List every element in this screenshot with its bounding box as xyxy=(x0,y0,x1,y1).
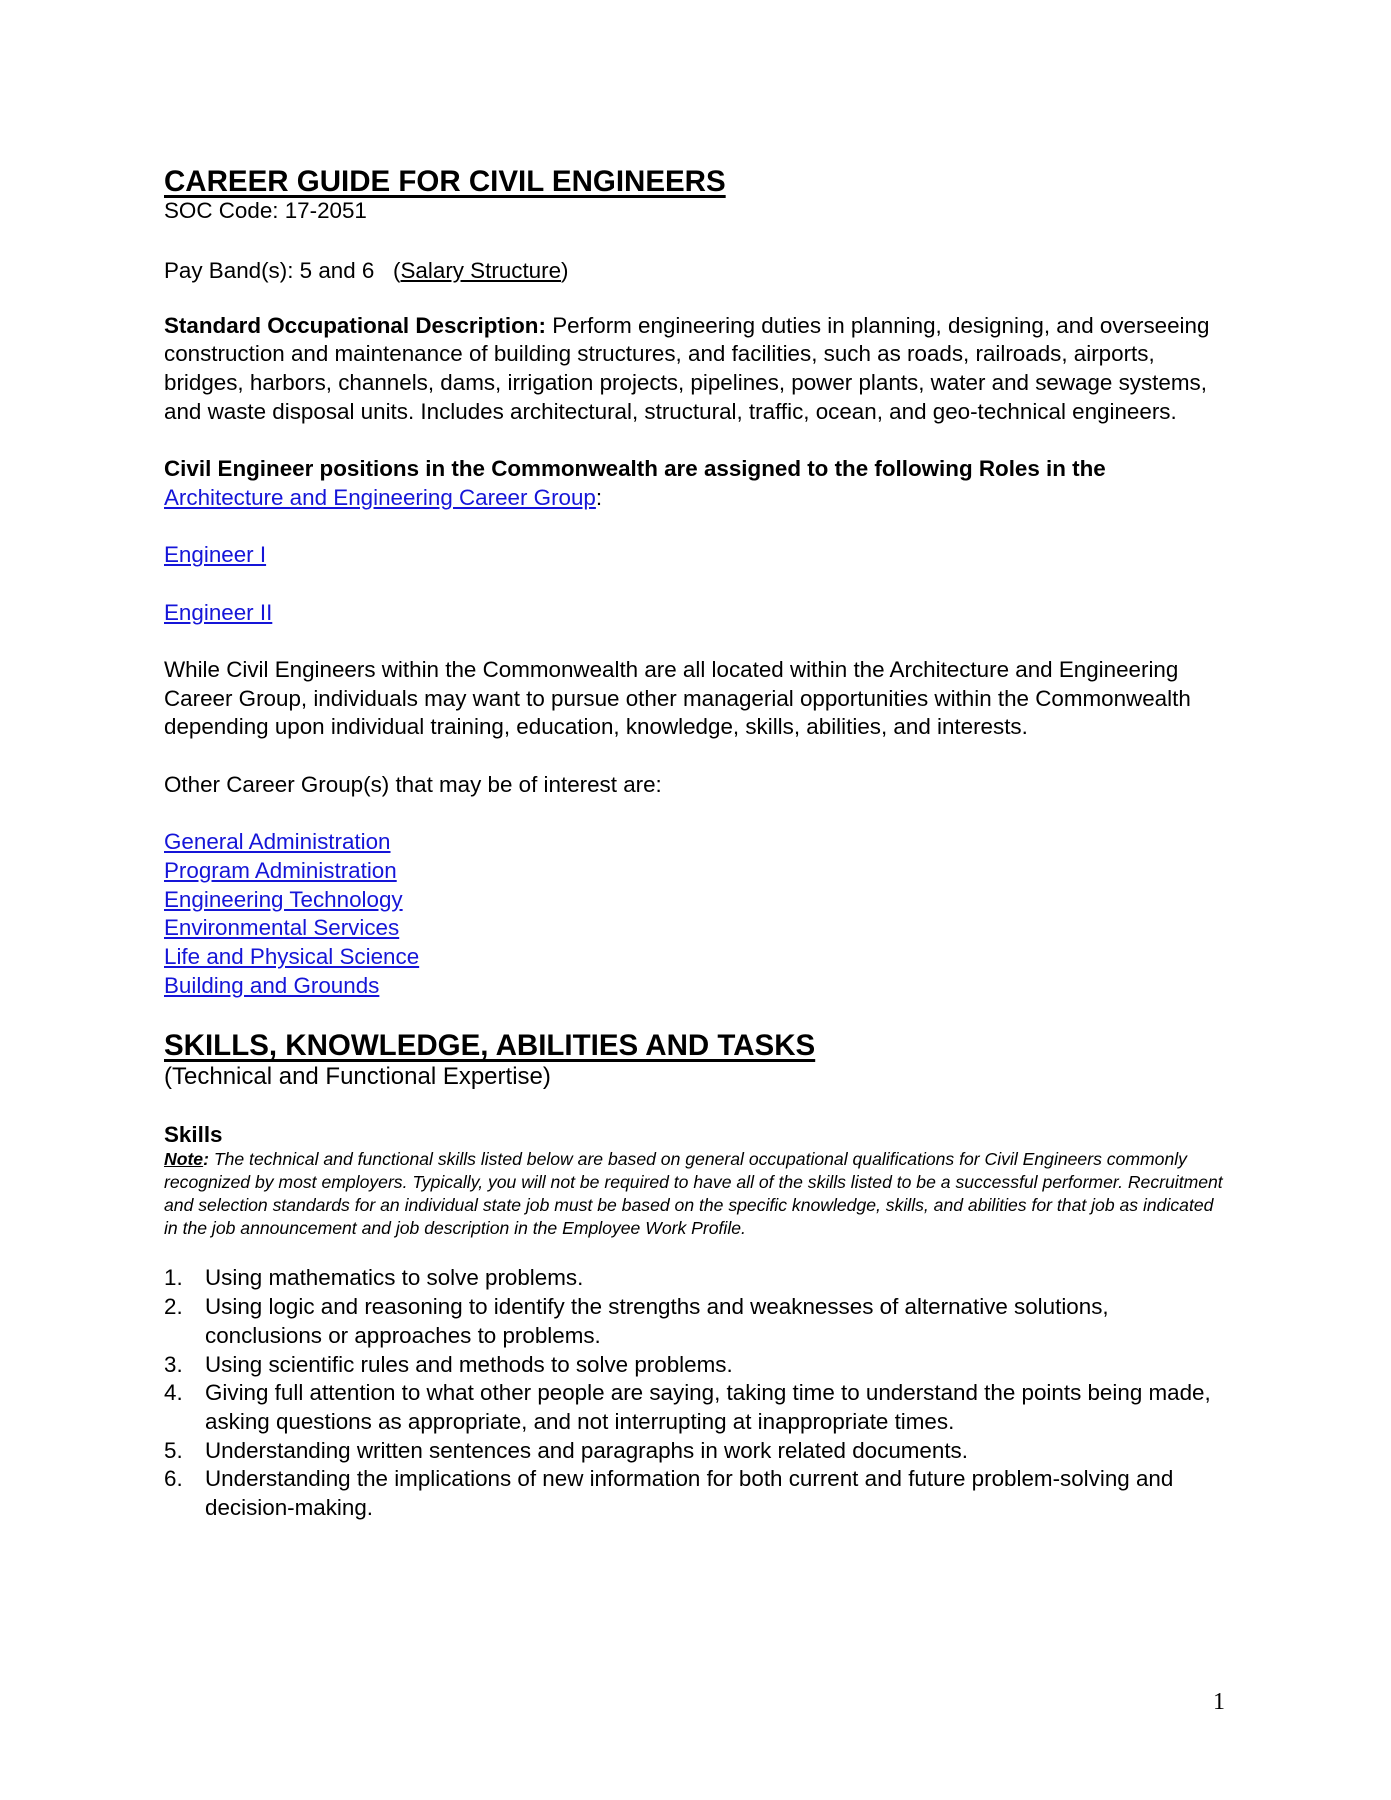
soc-code: SOC Code: 17-2051 xyxy=(164,198,367,223)
pay-band-label: Pay Band(s): 5 and 6 xyxy=(164,258,375,283)
spacer xyxy=(164,1240,1224,1264)
list-number: 5. xyxy=(164,1437,183,1463)
group-link-general-administration[interactable]: General Administration xyxy=(164,829,391,855)
description-text: Perform engineering duties in planning, designing, and overseeing construction and maintenance of building structures, and facilities, such as roads, railroads, airports, bridges, harbors, channels, dams, irrigation projects, pipelines, power plants, water and sewage systems, and waste disposal units. Includes architectural, structural, traffic, ocean, and geo-technical engineers. xyxy=(164,312,1210,424)
group-link-life-physical-science[interactable]: Life and Physical Science xyxy=(164,944,420,970)
list-number: 2. xyxy=(164,1294,183,1320)
career-group-link[interactable]: Architecture and Engineering Career Group xyxy=(164,484,596,510)
other-opportunities-paragraph: While Civil Engineers within the Commonwealth are all located within the Architecture and Engineering Career Group, individuals may want to pursue other managerial opportunities within the Commonwealth depending upon individual training, education, knowledge, skills, abilities, and interests. xyxy=(164,657,1191,740)
role-item xyxy=(164,599,1224,628)
list-item xyxy=(164,1293,1224,1350)
list-item xyxy=(164,1264,1224,1293)
list-text: Understanding written sentences and paragraphs in work related documents. xyxy=(205,1437,968,1463)
other-groups-list xyxy=(164,828,1224,1000)
list-number: 1. xyxy=(164,1265,183,1291)
roles-intro-colon: : xyxy=(595,484,603,510)
note-text: The technical and functional skills listed below are based on general occupational qualifications for Civil Engineers commonly recognized by most employers. Typically, you will not be required to have all of the skills listed to be a successful performer. Recruitment and selection standards for an individual state job must be based on the specific knowledge, skills, and abilities for that job as indicated in the job announcement and job description in the Employee Work Profile. xyxy=(164,1149,1223,1239)
list-text: Giving full attention to what other people are saying, taking time to understand the points being made, asking questions as appropriate, and not interrupting at inappropriate times. xyxy=(205,1380,1211,1434)
spacer xyxy=(164,286,1224,312)
other-groups-intro: Other Career Group(s) that may be of interest are: xyxy=(164,771,662,797)
ksa-subtitle: (Technical and Functional Expertise) xyxy=(164,1063,551,1091)
spacer xyxy=(164,1092,1224,1122)
paren-close: ) xyxy=(561,258,569,283)
paren-open: ( xyxy=(393,258,401,283)
spacer xyxy=(164,224,1224,257)
spacer xyxy=(164,1000,1224,1030)
list-item xyxy=(164,1465,1224,1522)
list-text: Using mathematics to solve problems. xyxy=(205,1265,584,1291)
list-item xyxy=(164,1351,1224,1380)
group-link-engineering-technology[interactable]: Engineering Technology xyxy=(164,886,403,912)
spacer xyxy=(164,742,1224,771)
skills-note xyxy=(164,1148,1224,1240)
note-label: Note xyxy=(164,1149,204,1170)
role-item xyxy=(164,541,1224,570)
list-item xyxy=(164,1379,1224,1436)
group-link-building-grounds[interactable]: Building and Grounds xyxy=(164,972,380,998)
ksa-section-title: SKILLS, KNOWLEDGE, ABILITIES AND TASKS xyxy=(164,1029,816,1063)
list-item xyxy=(164,1437,1224,1466)
group-link-program-administration[interactable]: Program Administration xyxy=(164,857,397,883)
salary-structure-link[interactable]: Salary Structure xyxy=(400,258,562,283)
page-number: 1 xyxy=(1213,1689,1225,1715)
spacer xyxy=(164,627,1224,656)
spacer xyxy=(164,800,1224,829)
list-text: Understanding the implications of new information for both current and future problem-solving and decision-making. xyxy=(205,1466,1174,1521)
list-number: 6. xyxy=(164,1466,183,1492)
occupational-description xyxy=(164,312,1224,427)
spacer xyxy=(164,427,1224,456)
list-text: Using scientific rules and methods to solve problems. xyxy=(205,1351,733,1377)
roles-intro-text: Civil Engineer positions in the Commonwealth are assigned to the following Roles in the xyxy=(164,456,1106,482)
role-link-engineer-ii[interactable]: Engineer II xyxy=(164,599,273,625)
spacer xyxy=(164,513,1224,542)
group-link-environmental-services[interactable]: Environmental Services xyxy=(164,915,400,941)
page-content xyxy=(164,166,1224,1523)
description-label: Standard Occupational Description: xyxy=(164,312,546,338)
list-number: 3. xyxy=(164,1351,183,1377)
list-text: Using logic and reasoning to identify the strengths and weaknesses of alternative solutions, conclusions or approaches to problems. xyxy=(205,1294,1109,1348)
spacer xyxy=(164,570,1224,599)
role-link-engineer-i[interactable]: Engineer I xyxy=(164,542,267,568)
list-number: 4. xyxy=(164,1380,183,1406)
roles-intro xyxy=(164,455,1224,512)
pay-band xyxy=(164,257,1224,286)
skills-heading: Skills xyxy=(164,1122,223,1148)
page-title: CAREER GUIDE FOR CIVIL ENGINEERS xyxy=(164,165,726,198)
skills-list xyxy=(164,1264,1224,1522)
note-colon: : xyxy=(203,1149,209,1170)
